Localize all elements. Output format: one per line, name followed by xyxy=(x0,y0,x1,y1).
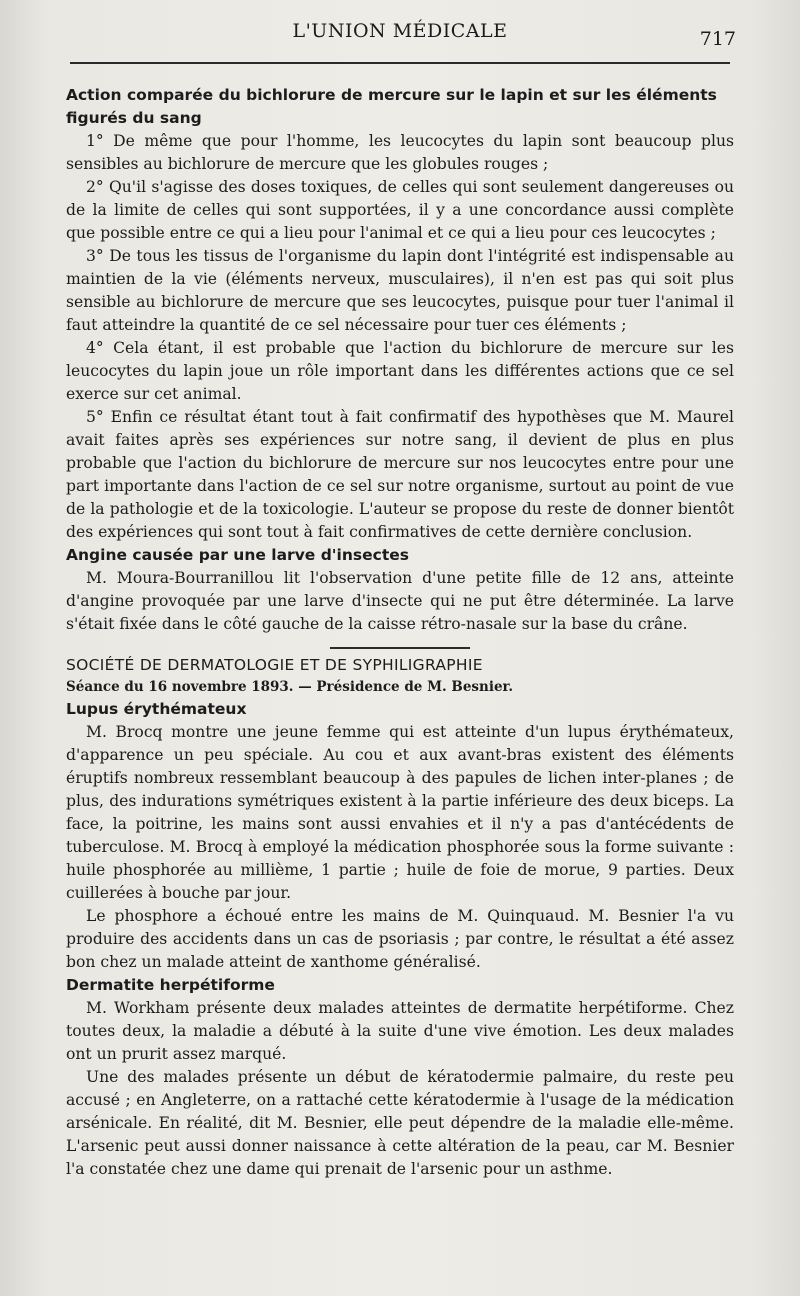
section-angine xyxy=(66,544,734,636)
running-title: L'UNION MÉDICALE xyxy=(292,20,508,42)
society-title: SOCIÉTÉ DE DERMATOLOGIE ET DE SYPHILIGRAPHIE xyxy=(66,656,483,674)
paragraph-lupus-2: Le phosphore a échoué entre les mains de M. Quinquaud. M. Besnier l'a vu produire des accidents dans un cas de psoriasis ; par contre, le résultat a été assez bon chez un malade atteint de xanthome généralisé. xyxy=(66,907,734,971)
paragraph-conclusion-5: 5° Enfin ce résultat étant tout à fait confirmatif des hypothèses que M. Maurel avait faites après ses expériences sur notre sang, il devient de plus en plus probable que l'action du bichlorure de mercure sur nos leucocytes entre pour une part importante dans l'action de ce sel sur notre organisme, surtout au point de vue de la pathologie et de la toxicologie. L'auteur se propose du reste de donner bientôt des expériences qui sont tout à fait confirmatives de cette dernière conclusion. xyxy=(66,408,734,541)
paragraph-conclusion-2: 2° Qu'il s'agisse des doses toxiques, de celles qui sont seulement dangereuses ou de la limite de celles qui sont supportées, il y a une concordance aussi complète que possible entre ce qui a lieu pour l'animal et ce qui a lieu pour ces leucocytes ; xyxy=(66,178,734,242)
section-title-angine: Angine causée par une larve d'insectes xyxy=(66,546,409,564)
article-body xyxy=(66,84,734,1181)
section-divider xyxy=(330,647,470,649)
paragraph-conclusion-3: 3° De tous les tissus de l'organisme du lapin dont l'intégrité est indispensable au maintien de la vie (éléments nerveux, musculaires), il n'en est pas qui soit plus sensible au bichlorure de mercure que ses leucocytes, puisque pour tuer l'animal il faut atteindre la quantité de ce sel nécessaire pour tuer ces éléments ; xyxy=(66,247,734,334)
section-title-dermatite: Dermatite herpétiforme xyxy=(66,976,275,994)
paragraph-dermatite-2: Une des malades présente un début de kératodermie palmaire, du reste peu accusé ; en Angleterre, on a rattaché cette kératodermie à l'usage de la médication arsénicale. En réalité, dit M. Besnier, elle peut dépendre de la maladie elle-même. L'arsenic peut aussi donner naissance à cette altération de la peau, car M. Besnier l'a constatée chez une dame qui prenait de l'arsenic pour un asthme. xyxy=(66,1068,734,1178)
seance-line: Séance du 16 novembre 1893. — Présidence de M. Besnier. xyxy=(66,679,514,695)
society-heading xyxy=(66,654,734,698)
section-title-bichlorure-line2: figurés du sang xyxy=(66,109,202,127)
paragraph-conclusion-1: 1° De même que pour l'homme, les leucocytes du lapin sont beaucoup plus sensibles au bichlorure de mercure que les globules rouges ; xyxy=(66,132,734,173)
section-bichlorure xyxy=(66,84,734,544)
section-title-bichlorure-line1: Action comparée du bichlorure de mercure sur le lapin et sur les éléments xyxy=(66,86,717,104)
paragraph-conclusion-4: 4° Cela étant, il est probable que l'action du bichlorure de mercure sur les leucocytes du lapin joue un rôle important dans les différentes actions que ce sel exerce sur cet animal. xyxy=(66,339,734,403)
paragraph-lupus-1: M. Brocq montre une jeune femme qui est atteinte d'un lupus érythémateux, d'apparence un peu spéciale. Au cou et aux avant-bras existent des éléments éruptifs nombreux ressemblant beaucoup à des papules de lichen inter-planes ; de plus, des indurations symétriques existent à la partie inférieure des deux biceps. La face, la poitrine, les mains sont aussi envahies et il n'y a pas d'antécédents de tuberculose. M. Brocq à employé la médication phosphorée sous la forme suivante : huile phosphorée au millième, 1 partie ; huile de foie de morue, 9 parties. Deux cuillerées à bouche par jour. xyxy=(66,723,734,902)
page-number: 717 xyxy=(699,28,736,50)
section-lupus xyxy=(66,698,734,974)
section-title-lupus: Lupus érythémateux xyxy=(66,700,247,718)
paragraph-angine: M. Moura-Bourranillou lit l'observation d'une petite fille de 12 ans, atteinte d'angine provoquée par une larve d'insecte qui ne put être déterminée. La larve s'était fixée dans le côté gauche de la caisse rétro-nasale sur la base du crâne. xyxy=(66,569,734,633)
section-dermatite xyxy=(66,974,734,1181)
header-rule xyxy=(70,62,730,64)
page-header xyxy=(60,20,740,50)
paragraph-dermatite-1: M. Workham présente deux malades atteintes de dermatite herpétiforme. Chez toutes deux, la maladie a débuté à la suite d'une vive émotion. Les deux malades ont un prurit assez marqué. xyxy=(66,999,734,1063)
